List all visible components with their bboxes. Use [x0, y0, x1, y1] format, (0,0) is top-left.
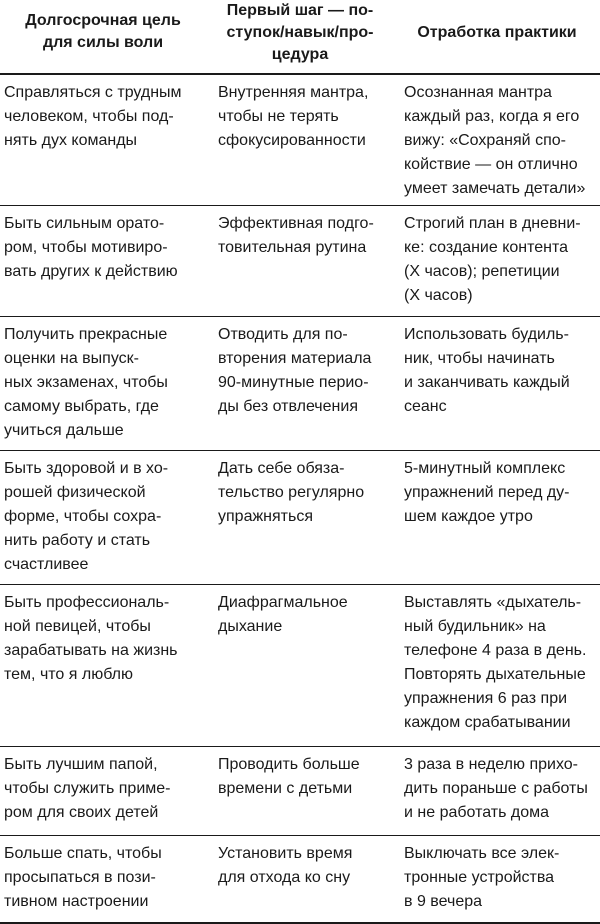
goal-cell: Быть лучшим папой, чтобы служить приме- ром для своих детей — [0, 747, 206, 836]
table-row — [0, 836, 600, 923]
goal-cell: Быть здоровой и в хо- рошей физической форме, чтобы сохра- нить работу и стать счастливее — [0, 451, 206, 585]
header-goal: Долгосрочная цель для силы воли — [0, 0, 206, 74]
header-first-step: Первый шаг — по- ступок/навык/про- цедура — [206, 0, 394, 74]
step-cell: Диафрагмальное дыхание — [206, 585, 394, 747]
practice-cell: Выставлять «дыхатель- ный будильник» на телефоне 4 раза в день. Повторять дыхательные упражнения 6 раз при каждом срабатывании — [394, 585, 600, 747]
step-cell: Дать себе обяза- тельство регулярно упражняться — [206, 451, 394, 585]
step-cell: Проводить больше времени с детьми — [206, 747, 394, 836]
table-row — [0, 451, 600, 585]
practice-cell: 5-минутный комплекс упражнений перед ду- шем каждое утро — [394, 451, 600, 585]
goal-cell: Справляться с трудным человеком, чтобы под- нять дух команды — [0, 74, 206, 206]
step-cell: Внутренняя мантра, чтобы не терять сфокусированности — [206, 74, 394, 206]
practice-cell: Выключать все элек- тронные устройства в 9 вечера — [394, 836, 600, 923]
step-cell: Эффективная подго- товительная рутина — [206, 206, 394, 317]
goal-cell: Получить прекрасные оценки на выпуск- ных экзаменах, чтобы самому выбрать, где учиться дальше — [0, 317, 206, 451]
step-cell: Установить время для отхода ко сну — [206, 836, 394, 923]
step-cell: Отводить для по- вторения материала 90-минутные перио- ды без отвлечения — [206, 317, 394, 451]
table-row — [0, 317, 600, 451]
header-practice: Отработка практики — [394, 0, 600, 74]
practice-cell: 3 раза в неделю прихо- дить пораньше с работы и не работать дома — [394, 747, 600, 836]
goal-cell: Быть сильным орато- ром, чтобы мотивиро- вать других к действию — [0, 206, 206, 317]
header-row — [0, 0, 600, 74]
table-row — [0, 747, 600, 836]
goal-cell: Быть профессиональ- ной певицей, чтобы зарабатывать на жизнь тем, что я люблю — [0, 585, 206, 747]
practice-cell: Осознанная мантра каждый раз, когда я его вижу: «Сохраняй спо- койствие — он отлично умеет замечать детали» — [394, 74, 600, 206]
table-row — [0, 206, 600, 317]
table-row — [0, 585, 600, 747]
goal-cell: Больше спать, чтобы просыпаться в пози- тивном настроении — [0, 836, 206, 923]
practice-cell: Использовать будиль- ник, чтобы начинать и заканчивать каждый сеанс — [394, 317, 600, 451]
table-row — [0, 74, 600, 206]
practice-cell: Строгий план в дневни- ке: создание контента (X часов); репетиции (X часов) — [394, 206, 600, 317]
